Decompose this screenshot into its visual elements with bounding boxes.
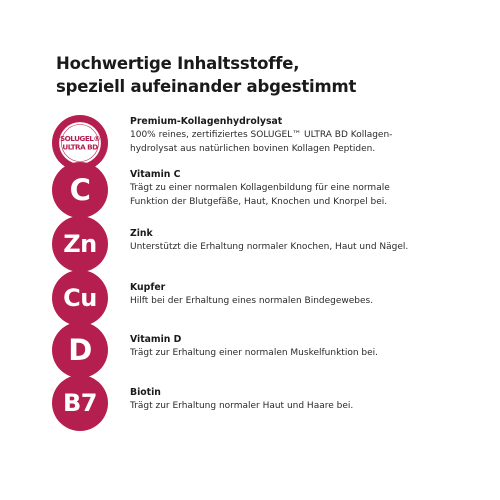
ingredient-description-line-1: Trägt zu einer normalen Kollagenbildung für eine normale (130, 183, 390, 193)
ingredient-title: Vitamin D (130, 334, 182, 345)
ingredient-text (130, 386, 470, 414)
ingredient-row-kupfer (52, 270, 472, 326)
headline-line-2: speziell aufeinander abgestimmt (56, 77, 357, 96)
ingredient-description (130, 241, 470, 255)
ingredient-description-line-1: Hilft bei der Erhaltung eines normalen Bindegewebes. (130, 296, 374, 306)
headline (56, 52, 476, 98)
ingredient-row-biotin (52, 375, 472, 431)
ingredient-description (130, 347, 470, 361)
ingredient-row-vitamin-c (52, 162, 472, 218)
ingredient-title: Biotin (130, 387, 161, 398)
ingredient-title: Premium-Kollagenhydrolysat (130, 116, 283, 127)
solugel-seal-graphic (57, 120, 103, 166)
headline-line-1: Hochwertige Inhaltsstoffe, (56, 54, 300, 73)
ingredient-title: Vitamin C (130, 169, 181, 180)
vitamin-d-badge-icon: D (52, 322, 108, 378)
biotin-badge-icon: B7 (52, 375, 108, 431)
ingredient-description (130, 295, 470, 309)
ingredient-description (130, 129, 470, 156)
ingredient-text (130, 333, 470, 361)
zink-badge-icon: Zn (52, 216, 108, 272)
kupfer-badge-icon: Cu (52, 270, 108, 326)
ingredient-description-line-1: Trägt zur Erhaltung einer normalen Muskelfunktion bei. (130, 348, 379, 358)
ingredient-title: Kupfer (130, 282, 166, 293)
ingredient-description-line-1: Trägt zur Erhaltung normaler Haut und Haare bei. (130, 401, 354, 411)
ingredient-row-zink (52, 216, 472, 272)
ingredient-row-vitamin-d (52, 322, 472, 378)
ingredient-description-line-2: hydrolysat aus natürlichen bovinen Kollagen Peptiden. (130, 143, 376, 154)
ingredient-description-line-1: 100% reines, zertifiziertes SOLUGEL™ ULTRA BD Kollagen- (130, 130, 393, 140)
ingredient-description-line-2: Funktion der Blutgefäße, Haut, Knochen und Knorpel bei. (130, 196, 388, 207)
ingredient-text (130, 281, 470, 309)
ingredient-title: Zink (130, 228, 153, 239)
ingredient-text (130, 115, 470, 156)
seal-text-top: SOLUGEL® (59, 134, 101, 143)
ingredient-description-line-1: Unterstützt die Erhaltung normaler Knochen, Haut und Nägel. (130, 242, 409, 252)
ingredient-description (130, 182, 470, 209)
ingredient-description (130, 400, 470, 414)
vitamin-c-badge-icon: C (52, 162, 108, 218)
seal-text-bottom: ULTRA BD (62, 142, 98, 152)
ingredient-text (130, 168, 470, 209)
ingredient-text (130, 227, 470, 255)
